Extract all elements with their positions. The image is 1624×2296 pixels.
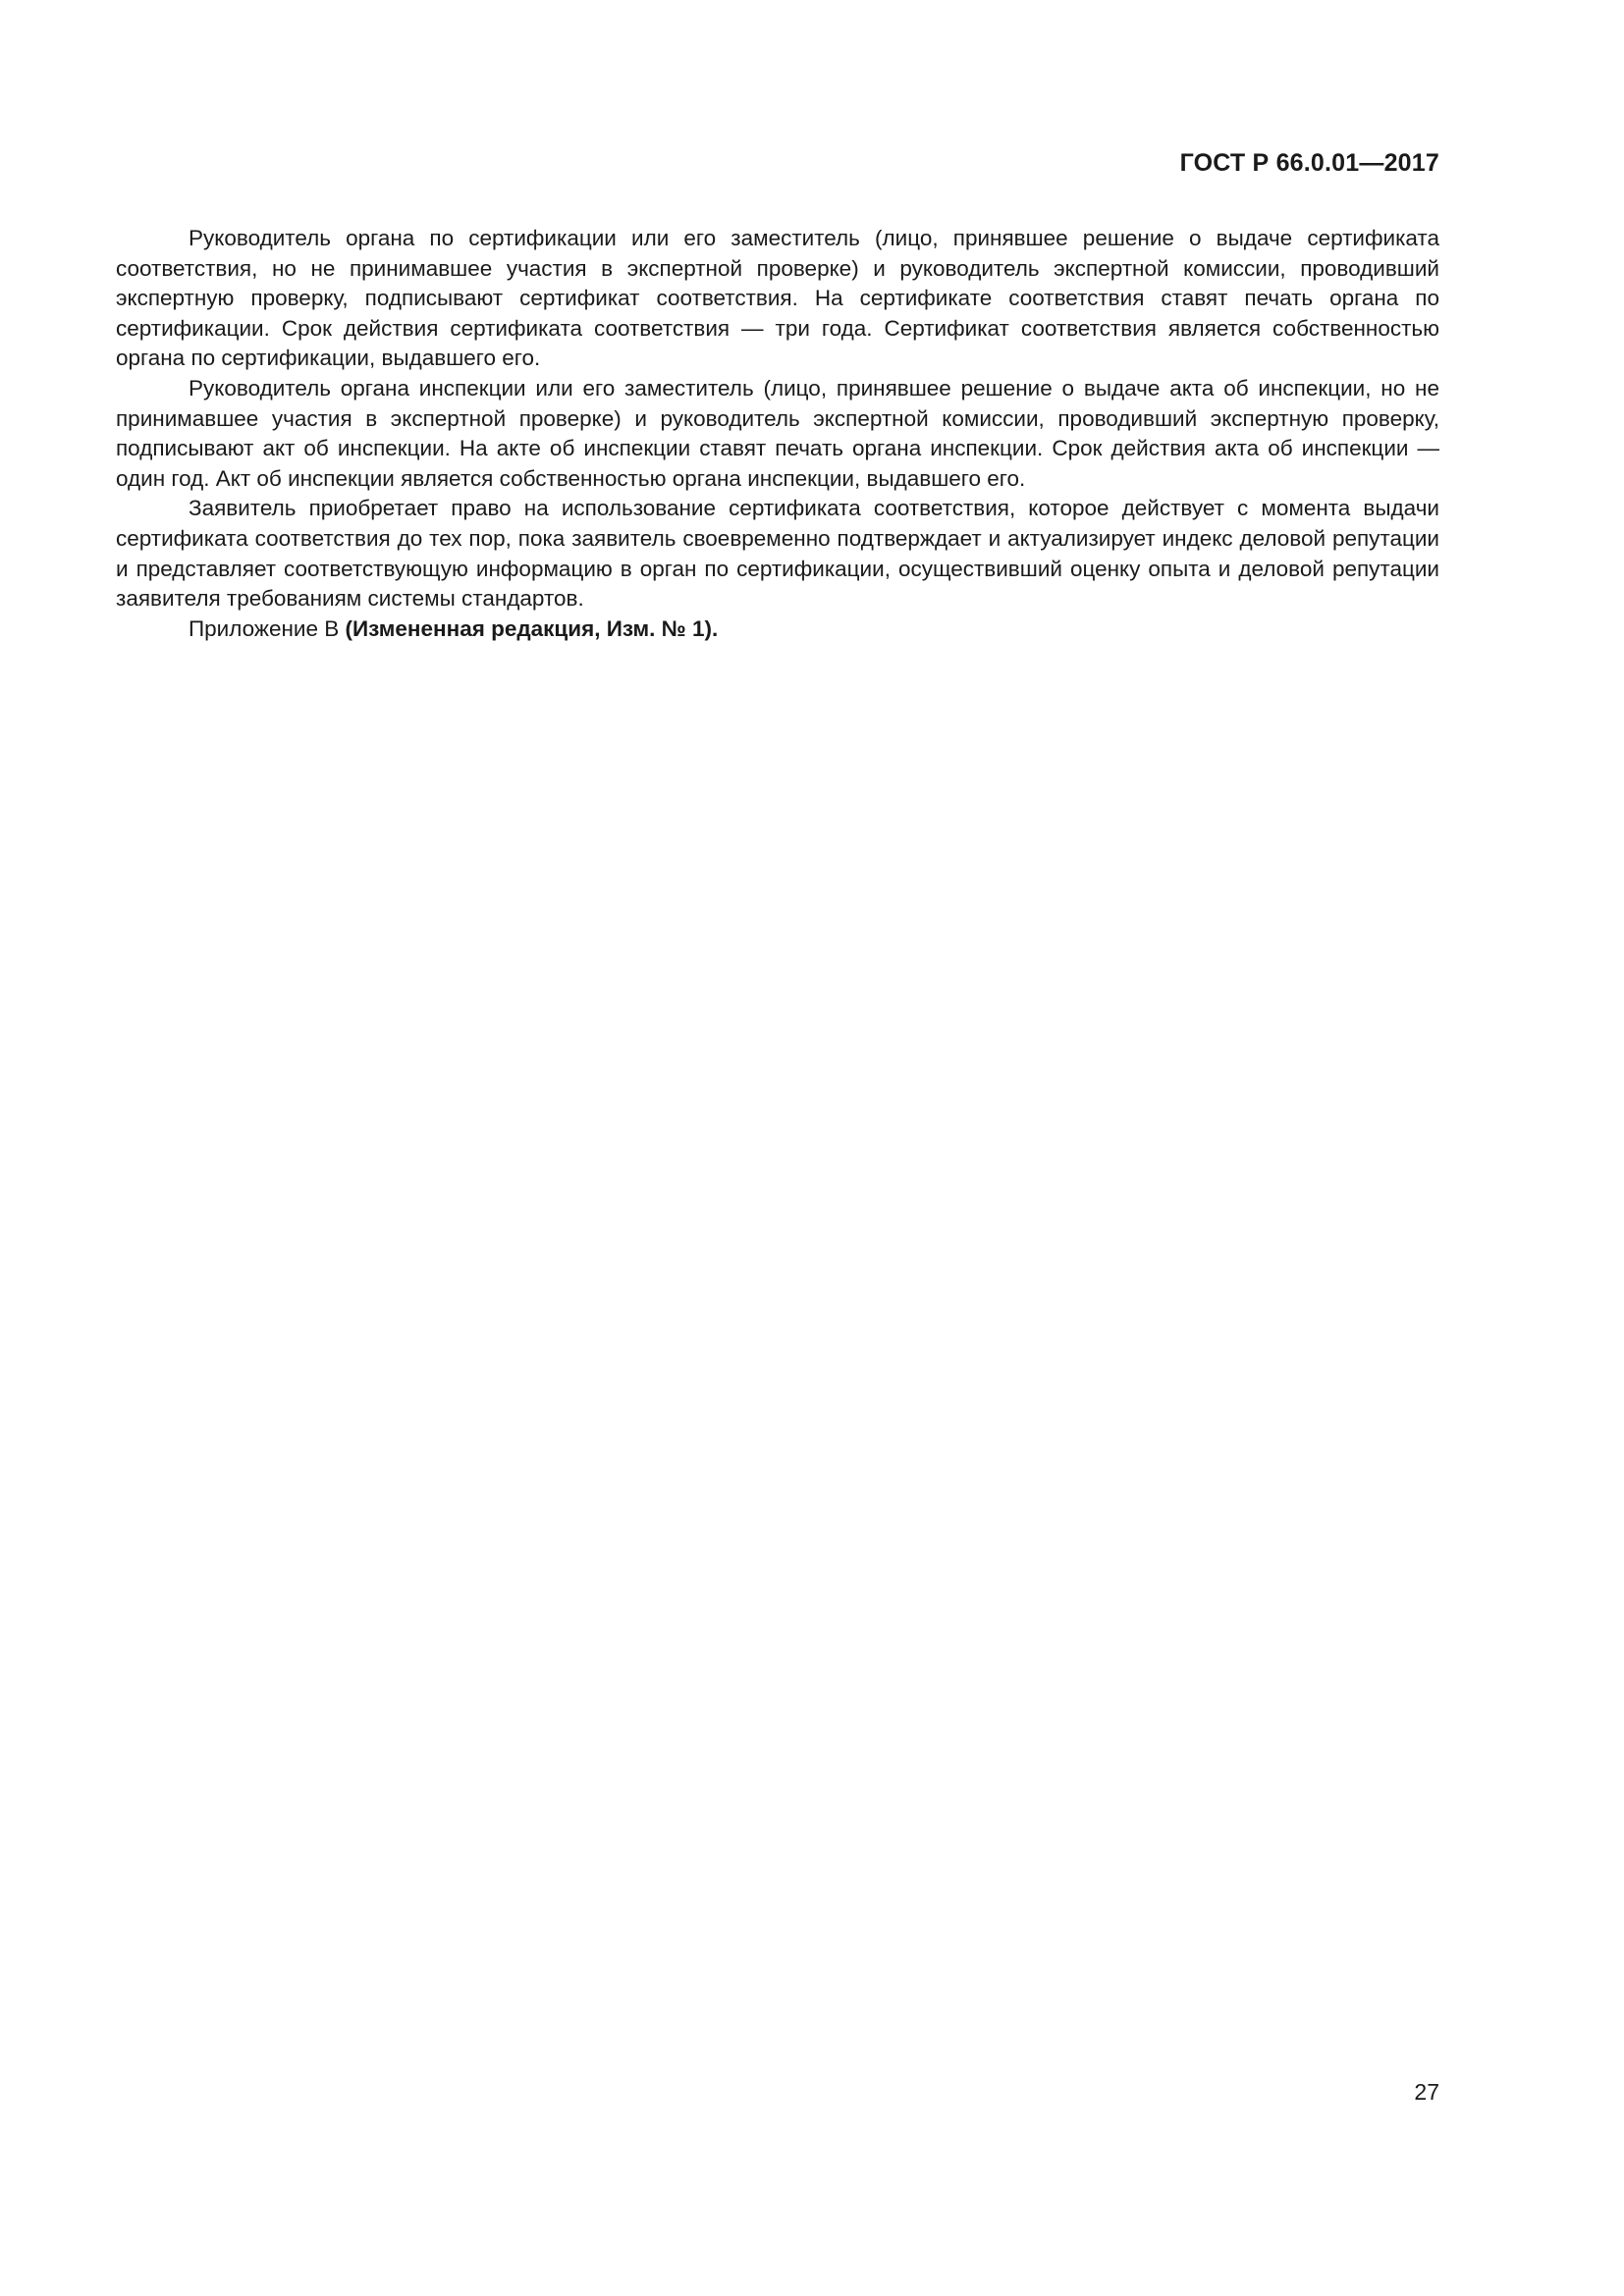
paragraph-applicant-rights: Заявитель приобретает право на использование сертификата соответствия, которое действует с момента выдачи сертификата соответствия до тех пор, пока заявитель своевременно подтверждает и актуализирует индекс деловой репутации и представляет соответствующую информацию в орган по сертификации, осуществивший оценку опыта и деловой репутации заявителя требованиям системы стандартов. [116,496,1439,612]
body-text [116,224,1439,644]
amendment-note-prefix: Приложение В [189,615,346,641]
paragraph-inspection-signing: Руководитель органа инспекции или его заместитель (лицо, принявшее решение о выдаче акта об инспекции, но не принимавшее участия в экспертной проверке) и руководитель экспертной комиссии, проводивший экспертную проверку, подписывают акт об инспекции. На акте об инспекции ставят печать органа инспекции. Срок действия акта об инспекции — один год. Акт об инспекции является собственностью органа инспекции, выдавшего его. [116,375,1439,491]
amendment-note [116,614,1439,645]
amendment-note-bold: (Измененная редакция, Изм. № 1). [345,615,719,641]
page-number: 27 [1414,2079,1439,2105]
document-code-header: ГОСТ Р 66.0.01—2017 [1179,149,1439,177]
paragraph-certification-signing: Руководитель органа по сертификации или его заместитель (лицо, принявшее решение о выдаче сертификата соответствия, но не принимавшее участия в экспертной проверке) и руководитель экспертной комиссии, проводивший экспертную проверку, подписывают сертификат соответствия. На сертификате соответствия ставят печать органа по сертификации. Срок действия сертификата соответствия — три года. Сертификат соответствия является собственностью органа по сертификации, выдавшего его. [116,226,1439,371]
